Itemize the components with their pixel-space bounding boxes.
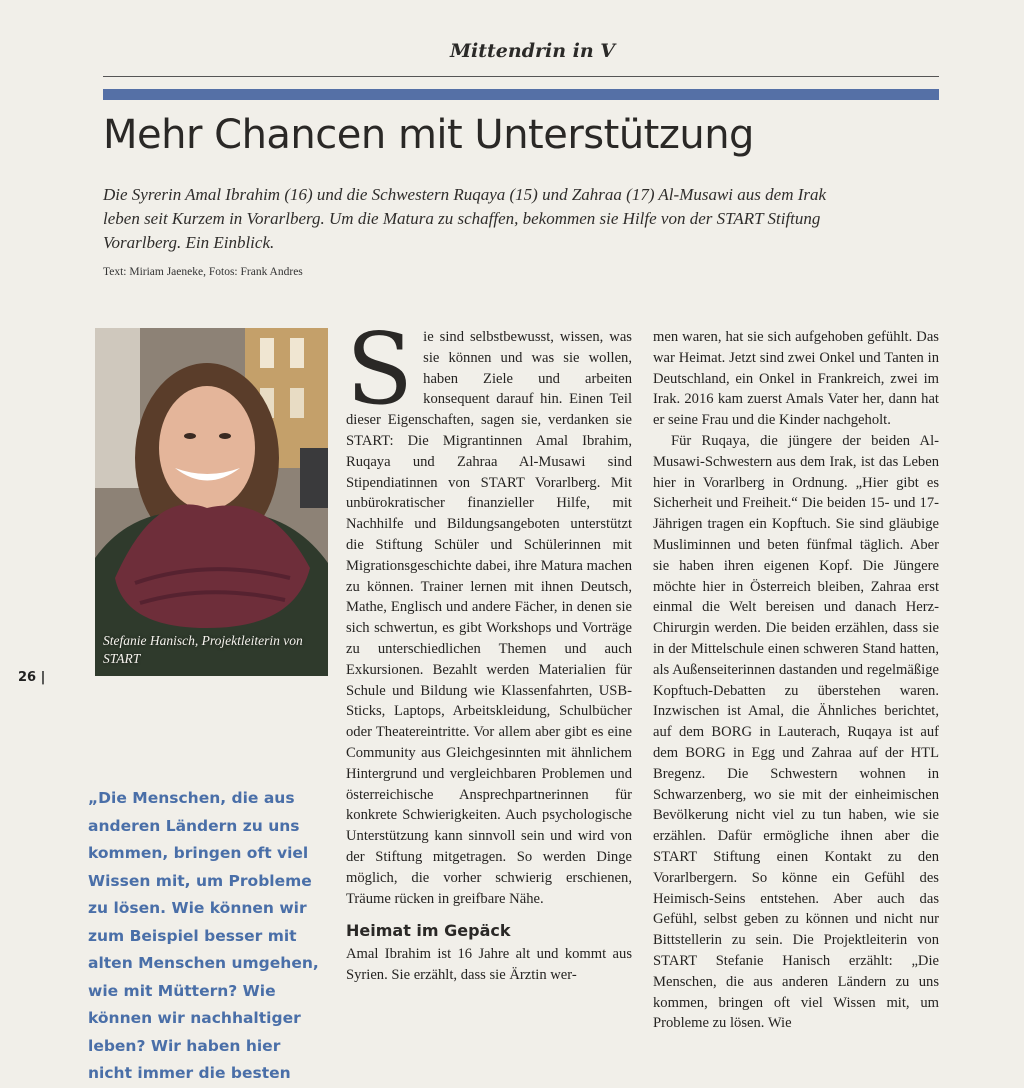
body-paragraph: Für Ruqaya, die jüngere der beiden Al-Musawi-Schwestern aus dem Irak, ist das Leben hier in Vorarlberg in Ordnung. „Hier gibt es Sicherheit und Freiheit.“ Die beiden 15- und 17-Jährigen tragen ein Kopftuch. Sie sind gläubige Musliminnen und beten fünfmal täglich. Aber sie haben ihren eigenen Kopf. Die Jüngere möchte hier in Österreich bleiben, Zahraa erst einmal die Welt bereisen und danach Herz-Chirurgin werden. Die beiden erzählen, dass sie in der Mittelschule einen schweren Stand hatten, als Außenseiterinnen dastanden und regelmäßige Kopftuch-Debatten zu überstehen waren. Inzwischen ist Amal, die Ähnliches berichtet, auf dem BORG in Lauterach, Ruqaya ist auf dem BORG in Egg und Zahraa auf der HTL Bregenz. Die Schwestern wohnen in Schwarzenberg, wo sie mit der einheimischen Bevölkerung nicht viel zu tun haben, wie sie erzählen. Dafür ermögliche ihnen aber die START Stiftung einen Kontakt zu den Vorarlbergern. So könne ein Gefühl des Heimisch-Seins entstehen. Aber auch das Gefühl, selbst geben zu können und nicht nur Bittstellerin zu sein. Die Projektleiterin von START Stefanie Hanisch erzählt: „Die Menschen, die aus anderen Ländern zu uns kommen, bringen oft viel Wissen mit, um Probleme zu lösen. Wie — [653, 432, 939, 1032]
page-number: 26 | — [18, 670, 46, 685]
body-paragraph: men waren, hat sie sich aufgehoben gefühlt. Das war Heimat. Jetzt sind zwei Onkel und Tanten in Deutschland, ein Onkel in Frankreich, zwei im Irak. 2016 kam zuerst Amals Vater her, dann hat er seine Frau und die Kinder nachgeholt. — [653, 329, 939, 429]
article-column-2 — [653, 327, 939, 1034]
article-credit: Text: Miriam Jaeneke, Fotos: Frank Andres — [103, 266, 303, 278]
article-column-1 — [346, 313, 632, 986]
article-title: Mehr Chancen mit Unterstützung — [103, 112, 754, 158]
pull-quote: „Die Menschen, die aus anderen Ländern zu uns kommen, bringen oft viel Wissen mit, um Probleme zu lösen. Wie können wir zum Beispiel besser mit alten Menschen umgehen, wie mit Müttern? Wie können wir nachhaltiger leben? Wir haben hier nicht immer die besten — [88, 789, 319, 1082]
body-paragraph: ie sind selbstbewusst, wissen, was sie können und was sie wollen, haben Ziele und arbeiten konsequent darauf hin. Einen Teil dieser Eigenschaften, sagen sie, verdanken sie START: Die Migrantinnen Amal Ibrahim, Ruqaya und Zahraa Al-Musawi sind Stipendiatinnen von START Vorarlberg. Mit unbürokratischer finanzieller Hilfe, mit Nachhilfe und Bildungsangeboten unterstützt die Stiftung Schüler und Schülerinnen mit Migrationsgeschichte dabei, ihre Matura machen zu können. Trainer lernen mit ihnen Deutsch, Mathe, Englisch und andere Fächer, in denen sie sich schwertun, es gibt Workshops und Vorträge zu unterschiedlichen Themen und auch Exkursionen. Bezahlt werden Materialien für Schule und Bildung wie Klassenfahrten, USB-Sticks, Laptops, Arbeitskleidung, Schulbücher oder Theatereintritte. Vor allem aber gibt es eine Community aus Gleichgesinnten mit ähnlichem Hintergrund und vergleichbaren Problemen und österreichische Ansprechpartnerinnen für konkrete Schwierigkeiten. Auch psychologische Unterstützung kann sinnvoll sein und wird von der Stiftung mitgetragen. So werden Dinge möglich, die vorher schwierig erschienen, Träume rücken in greifbare Nähe. — [346, 329, 632, 907]
header-rule-thin — [103, 76, 939, 77]
header-rule-accent — [103, 89, 939, 100]
drop-cap: S — [346, 313, 414, 427]
section-title: Mittendrin in V — [450, 40, 616, 62]
portrait-photo — [95, 328, 328, 676]
subheading: Heimat im Gepäck — [346, 921, 511, 941]
body-paragraph: Amal Ibrahim ist 16 Jahre alt und kommt aus Syrien. Sie erzählt, dass sie Ärztin wer- — [346, 946, 632, 983]
article-lead: Die Syrerin Amal Ibrahim (16) und die Schwestern Ruqaya (15) und Zahraa (17) Al-Musawi aus dem Irak leben seit Kurzem in Vorarlberg. Um die Matura zu schaffen, bekommen sie Hilfe von der START Stiftung Vorarlberg. Ein Einblick. — [103, 185, 827, 252]
photo-caption: Stefanie Hanisch, Projektleiterin von START — [103, 633, 303, 666]
